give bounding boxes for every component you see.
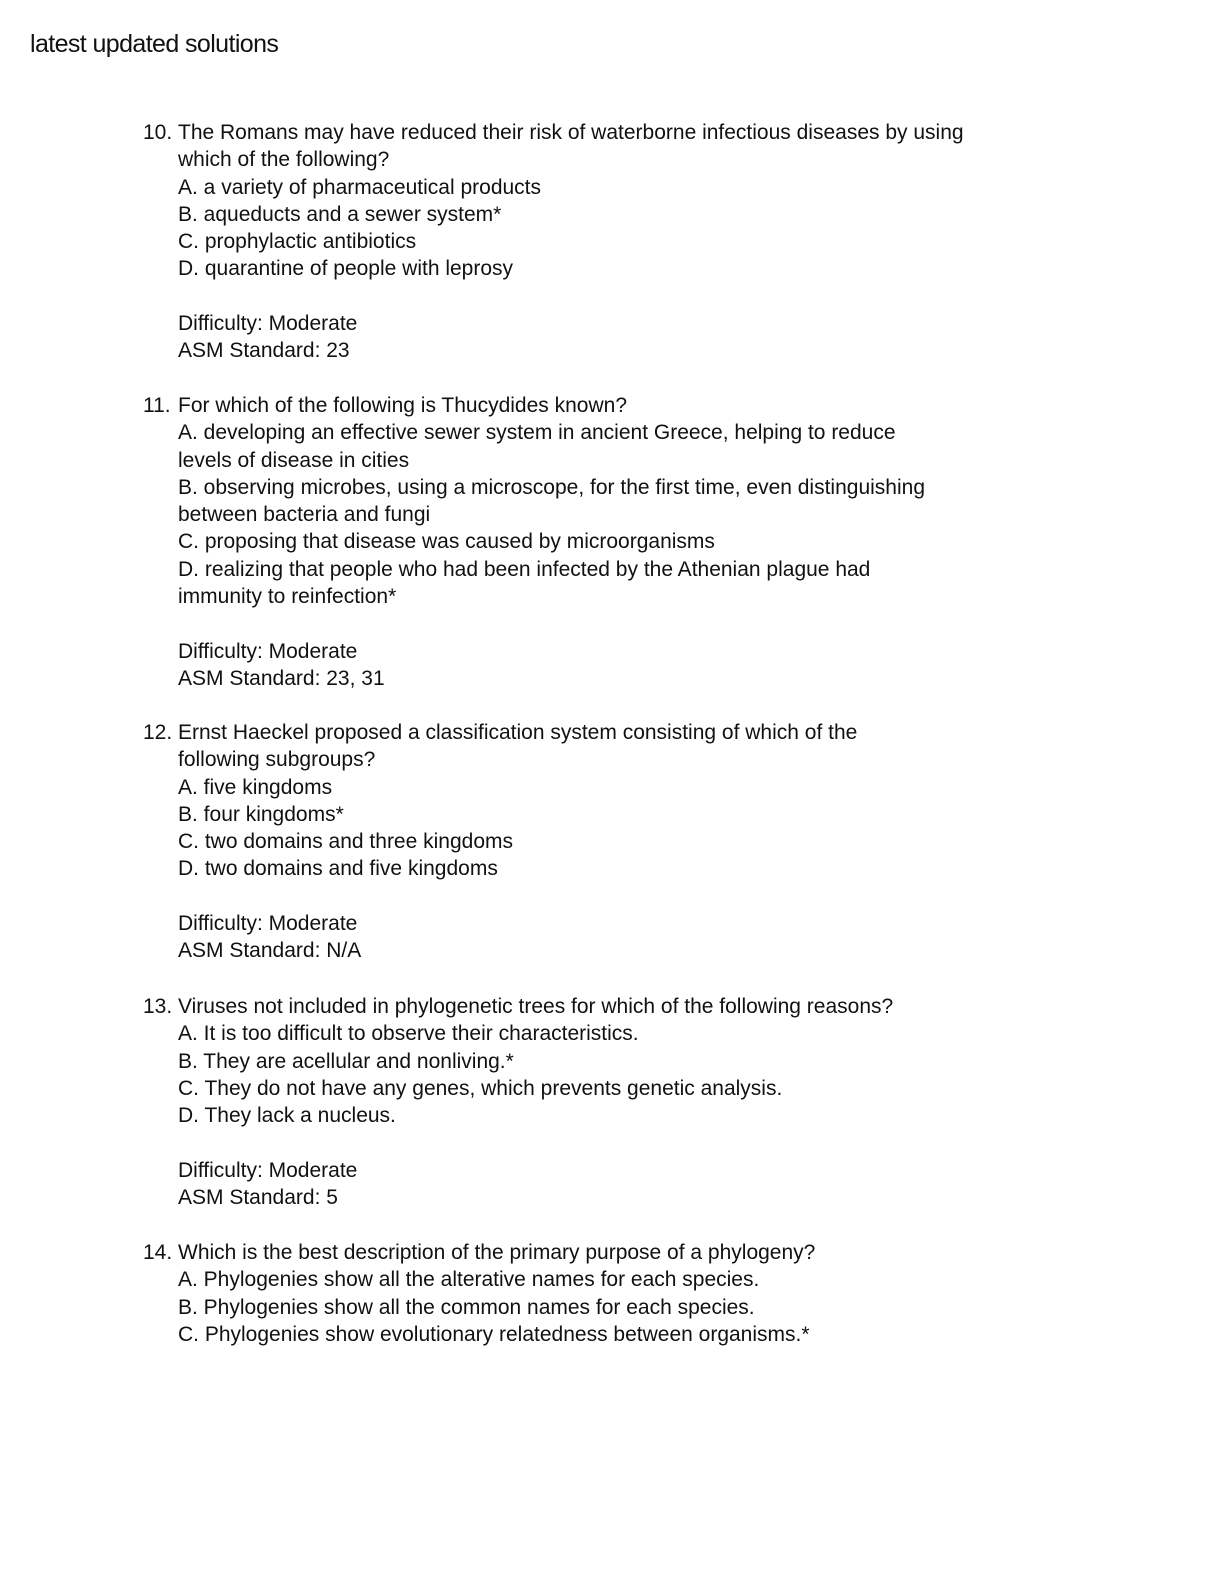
difficulty: Difficulty: Moderate xyxy=(178,312,358,336)
question-11 xyxy=(143,392,1143,692)
question-number: 10. xyxy=(143,121,173,144)
question-body xyxy=(178,1239,1143,1348)
answer-option: B. four kingdoms* xyxy=(178,802,344,826)
difficulty: Difficulty: Moderate xyxy=(178,912,358,936)
question-14 xyxy=(143,1239,1143,1348)
question-body xyxy=(178,119,1143,365)
answer-option: B. They are acellular and nonliving.* xyxy=(178,1049,514,1073)
answer-option: between bacteria and fungi xyxy=(178,503,431,527)
asm-standard: ASM Standard: 23, 31 xyxy=(178,666,385,690)
answer-option: C. They do not have any genes, which prevents genetic analysis. xyxy=(178,1076,783,1100)
answer-option: C. Phylogenies show evolutionary relatedness between organisms.* xyxy=(178,1322,810,1346)
answer-option: C. proposing that disease was caused by microorganisms xyxy=(178,530,715,554)
answer-option: C. two domains and three kingdoms xyxy=(178,830,514,854)
question-stem: which of the following? xyxy=(178,148,390,172)
question-number: 14. xyxy=(143,1241,173,1264)
answer-option: C. prophylactic antibiotics xyxy=(178,230,417,254)
question-stem: following subgroups? xyxy=(178,748,376,772)
answer-option: D. realizing that people who had been infected by the Athenian plague had xyxy=(178,557,871,581)
answer-option: A. It is too difficult to observe their characteristics. xyxy=(178,1022,639,1046)
asm-standard: ASM Standard: N/A xyxy=(178,939,362,963)
question-12 xyxy=(143,719,1143,965)
question-body xyxy=(178,993,1143,1211)
question-13 xyxy=(143,993,1143,1211)
question-number: 12. xyxy=(143,721,173,744)
question-body xyxy=(178,719,1143,965)
question-stem: Ernst Haeckel proposed a classification system consisting of which of the xyxy=(178,721,858,744)
answer-option: D. They lack a nucleus. xyxy=(178,1104,396,1128)
question-number: 13. xyxy=(143,995,173,1018)
answer-option: B. observing microbes, using a microscope, for the first time, even distinguishing xyxy=(178,475,926,499)
page-header: latest updated solutions xyxy=(30,30,279,58)
question-stem: The Romans may have reduced their risk of waterborne infectious diseases by using xyxy=(178,121,964,144)
question-stem: Viruses not included in phylogenetic trees for which of the following reasons? xyxy=(178,995,894,1018)
answer-option: D. quarantine of people with leprosy xyxy=(178,257,514,281)
answer-option: D. two domains and five kingdoms xyxy=(178,857,498,881)
answer-option: B. aqueducts and a sewer system* xyxy=(178,202,502,226)
question-stem: For which of the following is Thucydides known? xyxy=(178,394,628,417)
difficulty: Difficulty: Moderate xyxy=(178,639,358,663)
asm-standard: ASM Standard: 23 xyxy=(178,339,350,363)
question-number: 11. xyxy=(143,394,171,417)
difficulty: Difficulty: Moderate xyxy=(178,1158,358,1182)
asm-standard: ASM Standard: 5 xyxy=(178,1186,338,1210)
answer-option: A. Phylogenies show all the alterative names for each species. xyxy=(178,1268,760,1292)
answer-option: B. Phylogenies show all the common names for each species. xyxy=(178,1295,755,1319)
answer-option: A. five kingdoms xyxy=(178,775,333,799)
question-stem: Which is the best description of the primary purpose of a phylogeny? xyxy=(178,1241,816,1264)
answer-option: levels of disease in cities xyxy=(178,448,410,472)
answer-option: immunity to reinfection* xyxy=(178,585,397,609)
answer-option: A. developing an effective sewer system in ancient Greece, helping to reduce xyxy=(178,421,896,445)
question-body xyxy=(178,392,1143,692)
question-10 xyxy=(143,119,1143,365)
answer-option: A. a variety of pharmaceutical products xyxy=(178,175,542,199)
